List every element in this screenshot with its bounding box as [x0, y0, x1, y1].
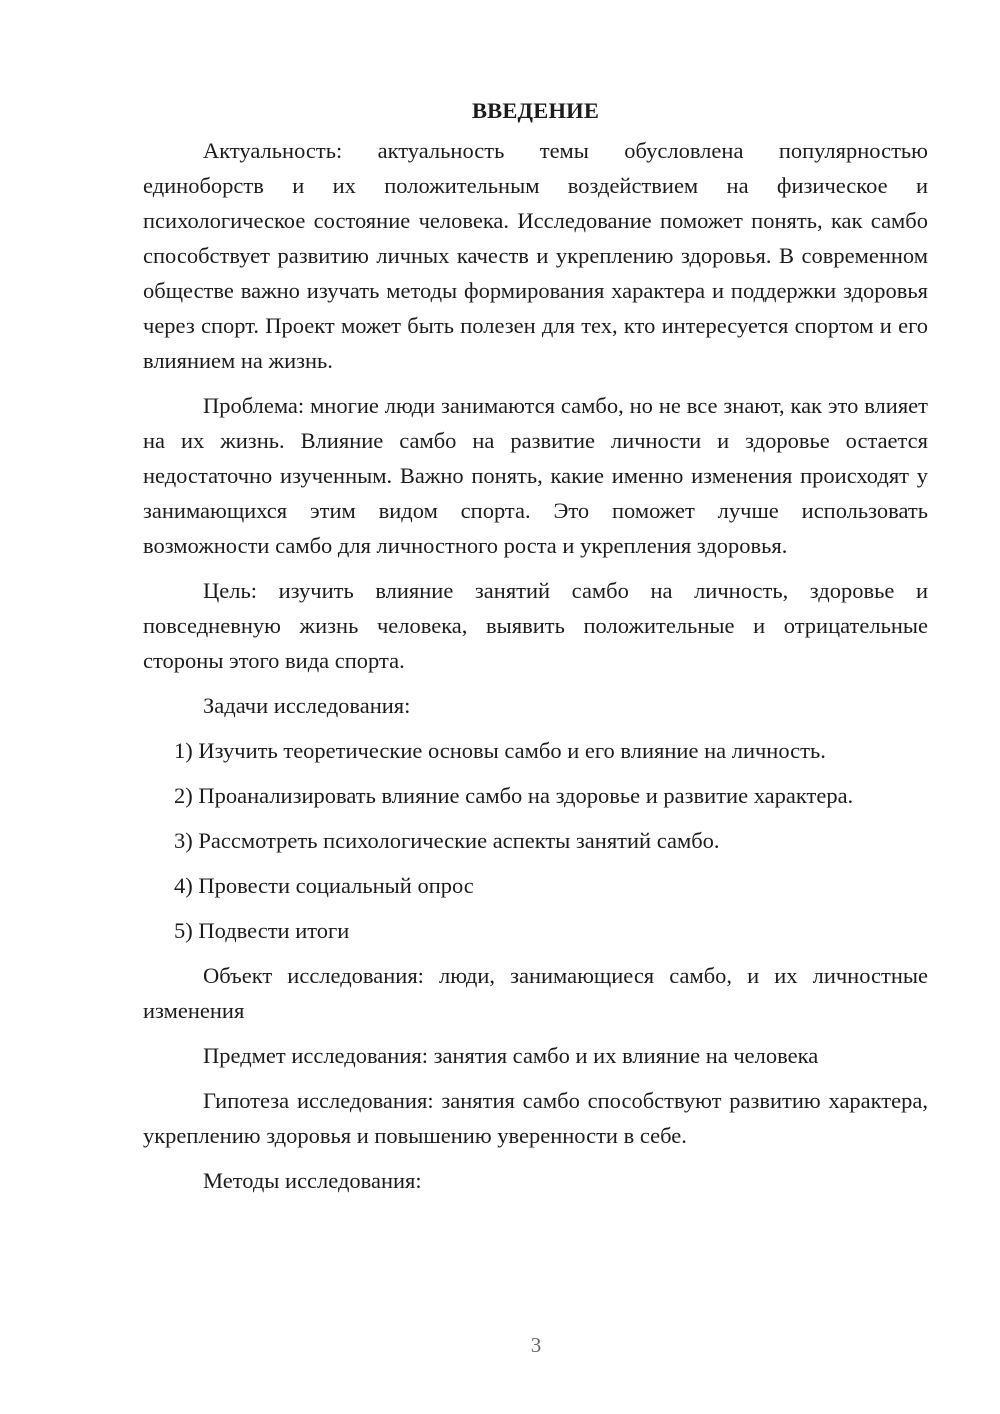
- page-number: 3: [530, 1333, 542, 1357]
- hypothesis-paragraph: Гипотеза исследования: занятия самбо способствуют развитию характера, укреплению здоровья и повышению уверенности в себе.: [143, 1088, 928, 1148]
- task-item: 4) Провести социальный опрос: [174, 873, 474, 898]
- section-title: ВВЕДЕНИЕ: [471, 98, 600, 123]
- tasks-list: [143, 733, 928, 948]
- task-item: 3) Рассмотреть психологические аспекты занятий самбо.: [174, 828, 720, 853]
- task-item: 5) Подвести итоги: [174, 918, 350, 943]
- task-item: 1) Изучить теоретические основы самбо и его влияние на личность.: [174, 738, 826, 763]
- page-content: [143, 96, 928, 1208]
- subject-paragraph: Предмет исследования: занятия самбо и их влияние на человека: [203, 1043, 819, 1068]
- tasks-heading: Задачи исследования:: [203, 693, 411, 718]
- relevance-paragraph: Актуальность: актуальность темы обусловлена популярностью единоборств и их положительным воздействием на физическое и психологическое состояние человека. Исследование поможет понять, как самбо способствует развитию личных качеств и укреплению здоровья. В современном обществе важно изучать методы формирования характера и поддержки здоровья через спорт. Проект может быть полезен для тех, кто интересуется спортом и его влиянием на жизнь.: [143, 138, 928, 373]
- goal-paragraph: Цель: изучить влияние занятий самбо на личность, здоровье и повседневную жизнь человека, выявить положительные и отрицательные стороны этого вида спорта.: [143, 578, 928, 673]
- task-item: 2) Проанализировать влияние самбо на здоровье и развитие характера.: [174, 783, 854, 808]
- methods-heading: Методы исследования:: [203, 1168, 422, 1193]
- object-paragraph: Объект исследования: люди, занимающиеся самбо, и их личностные изменения: [143, 963, 928, 1023]
- problem-paragraph: Проблема: многие люди занимаются самбо, но не все знают, как это влияет на их жизнь. Влияние самбо на развитие личности и здоровье остается недостаточно изученным. Важно понять, какие именно изменения происходят у занимающихся этим видом спорта. Это поможет лучше использовать возможности самбо для личностного роста и укрепления здоровья.: [143, 393, 928, 558]
